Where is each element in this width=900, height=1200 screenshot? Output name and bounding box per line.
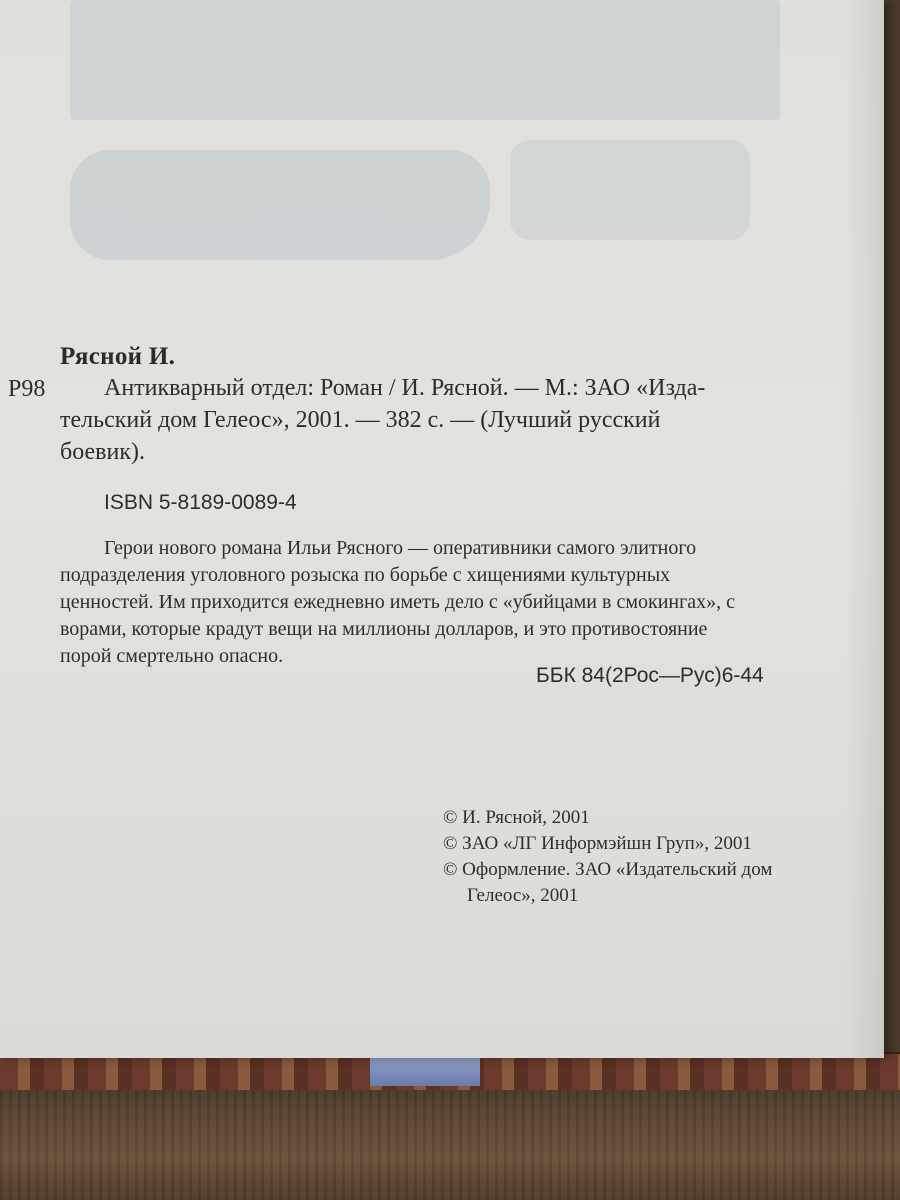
author-heading: Рясной И. — [60, 343, 176, 370]
copyright-line: © ЗАО «ЛГ Информэйшн Груп», 2001 — [443, 833, 752, 854]
classification-code: Р98 — [8, 376, 46, 402]
page-shadow — [844, 0, 884, 1058]
annotation-line: порой смертельно опасно. — [60, 645, 284, 667]
copyright-line: Гелеос», 2001 — [467, 885, 579, 906]
annotation-line: ценностей. Им приходится ежедневно иметь дело с «убийцами в смокингах», с — [60, 591, 736, 613]
copyright-line: © Оформление. ЗАО «Издательский дом — [443, 859, 773, 880]
show-through-print — [60, 0, 790, 270]
isbn: ISBN 5-8189-0089-4 — [104, 491, 297, 514]
bibliographic-line: Антикварный отдел: Роман / И. Рясной. — М.: ЗАО «Изда- — [104, 375, 706, 401]
bibliographic-line: боевик). — [60, 439, 145, 465]
copyright-line: © И. Рясной, 2001 — [443, 807, 590, 828]
book-cover-blue-patch — [370, 1056, 480, 1086]
annotation-line: подразделения уголовного розыска по борьбе с хищениями культурных — [60, 564, 671, 586]
bibliographic-line: тельский дом Гелеос», 2001. — 382 с. — (Лучший русский — [60, 407, 661, 433]
bbk-index: ББК 84(2Рос—Рус)6-44 — [536, 664, 764, 687]
annotation-line: Герои нового романа Ильи Рясного — оперативники самого элитного — [104, 537, 697, 559]
annotation-line: ворами, которые крадут вещи на миллионы долларов, и это противостояние — [60, 618, 708, 640]
